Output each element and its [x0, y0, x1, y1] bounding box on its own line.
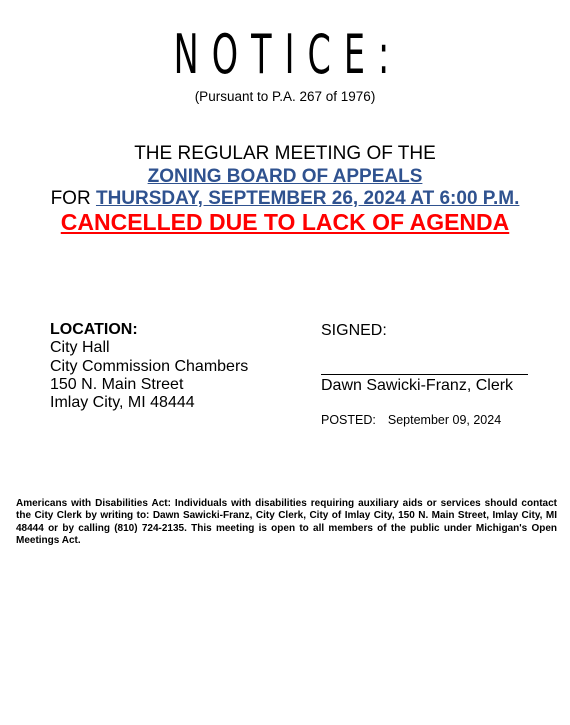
meeting-date-time: THURSDAY, SEPTEMBER 26, 2024 AT 6:00 P.M.: [95, 188, 520, 209]
cancellation-status: CANCELLED DUE TO LACK OF AGENDA: [60, 209, 510, 235]
meeting-date-line: [0, 188, 570, 210]
signature-line: [321, 374, 528, 375]
board-name: ZONING BOARD OF APPEALS: [147, 166, 423, 187]
posted-date: September 09, 2024: [387, 413, 502, 427]
location-line: Imlay City, MI 48444: [50, 394, 195, 412]
posted-label: POSTED:: [321, 413, 376, 427]
posted-info: [321, 413, 501, 427]
notice-title: NOTICE:: [173, 23, 403, 86]
location-line: City Commission Chambers: [50, 357, 249, 375]
location-line: 150 N. Main Street: [50, 375, 184, 393]
meeting-intro: THE REGULAR MEETING OF THE: [134, 143, 436, 164]
location-block: [50, 321, 248, 412]
clerk-name: Dawn Sawicki-Franz, Clerk: [321, 377, 514, 394]
location-label: LOCATION:: [50, 321, 138, 338]
location-line: City Hall: [50, 339, 110, 357]
ada-notice: Americans with Disabilities Act: Individuals with disabilities requiring auxiliary aids or services should contact the City Clerk by writing to: Dawn Sawicki-Franz, City Clerk, City of Imlay City, 150 N. Main Street, Imlay City, MI 48444 or by calling (810) 724-2135. This meeting is open to all members of the public under Michigan's Open Meetings Act.: [16, 498, 557, 546]
pursuant-subtitle: (Pursuant to P.A. 267 of 1976): [194, 89, 376, 104]
signed-label: SIGNED:: [321, 322, 387, 339]
for-prefix: FOR: [50, 188, 91, 209]
